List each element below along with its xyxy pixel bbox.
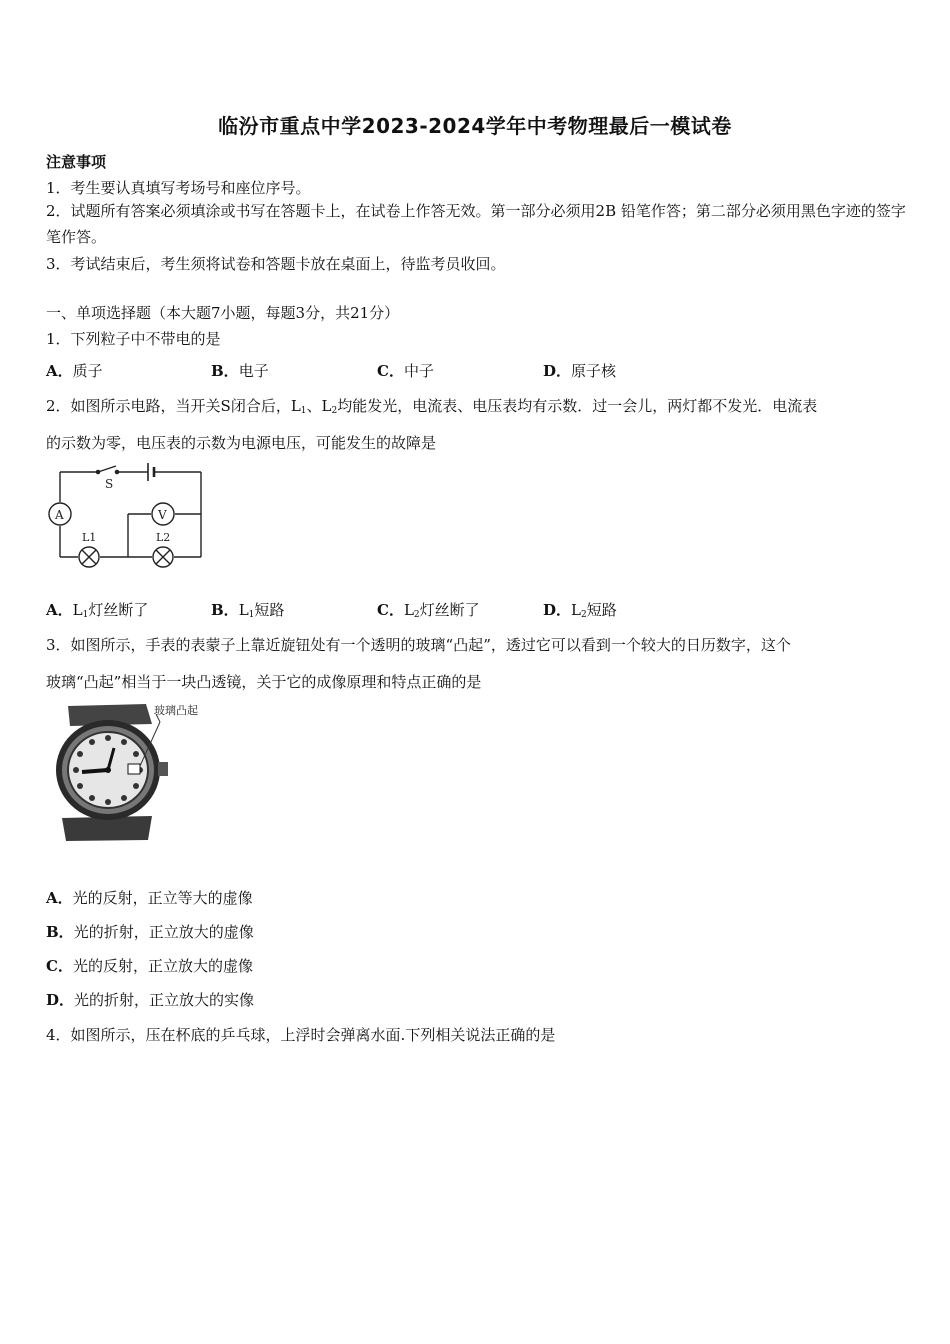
q1-option-a[interactable]: A．质子	[46, 362, 103, 380]
switch-label: S	[105, 477, 114, 491]
q3-option-d[interactable]: D．光的折射，正立放大的实像	[46, 991, 255, 1009]
q3-option-c[interactable]: C．光的反射，正立放大的虚像	[46, 957, 253, 975]
ammeter-label: A	[55, 508, 64, 522]
q3-stem-line2: 玻璃“凸起”相当于一块凸透镜，关于它的成像原理和特点正确的是	[46, 673, 482, 691]
q2-stem-line1: 2．如图所示电路，当开关S闭合后，$L_1$、$L_2$均能发光，电流表、电压表均有示数．过一会儿，两灯都不发光．电流表	[46, 397, 818, 416]
q2-option-d[interactable]: D．$L_2$短路	[543, 601, 617, 620]
q3-option-b[interactable]: B．光的折射，正立放大的虚像	[46, 923, 254, 941]
q2-stem-line2: 的示数为零，电压表的示数为电源电压，可能发生的故障是	[46, 434, 437, 452]
notice-item-3: 3．考试结束后，考生须将试卷和答题卡放在桌面上，待监考员收回。	[46, 255, 506, 273]
q1-stem: 1．下列粒子中不带电的是	[46, 330, 221, 348]
notice-item-2: 2．试题所有答案必须填涂或书写在答题卡上，在试卷上作答无效。第一部分必须用2B 铅笔作答；第二部分必须用黑色字迹的签字笔作答。	[46, 202, 906, 246]
q2-option-b[interactable]: B．$L_1$短路	[211, 601, 285, 620]
notice-item-1: 1．考生要认真填写考场号和座位序号。	[46, 179, 311, 197]
exam-title: 临汾市重点中学2023-2024学年中考物理最后一模试卷	[218, 114, 732, 138]
q1-option-c[interactable]: C．中子	[377, 362, 434, 380]
lamp1-label: L1	[82, 531, 97, 544]
circuit-diagram	[44, 460, 209, 572]
q2-option-a[interactable]: A．$L_1$灯丝断了	[46, 601, 149, 620]
voltmeter-label: V	[158, 508, 167, 522]
q3-stem-line1: 3．如图所示，手表的表蒙子上靠近旋钮处有一个透明的玻璃“凸起”，透过它可以看到一个较大的日历数字，这个	[46, 636, 791, 654]
q3-option-a[interactable]: A．光的反射，正立等大的虚像	[46, 889, 253, 907]
section-heading: 一、单项选择题（本大题7小题，每题3分，共21分）	[46, 304, 400, 322]
watch-illustration	[48, 700, 213, 845]
q1-option-b[interactable]: B．电子	[211, 362, 269, 380]
q2-option-c[interactable]: C．$L_2$灯丝断了	[377, 601, 480, 620]
q4-stem: 4．如图所示，压在杯底的乒乓球，上浮时会弹离水面.下列相关说法正确的是	[46, 1026, 556, 1044]
q1-option-d[interactable]: D．原子核	[543, 362, 617, 380]
notice-heading: 注意事项	[46, 153, 107, 171]
watch-callout-label: 玻璃凸起	[154, 704, 198, 717]
lamp2-label: L2	[156, 531, 171, 544]
